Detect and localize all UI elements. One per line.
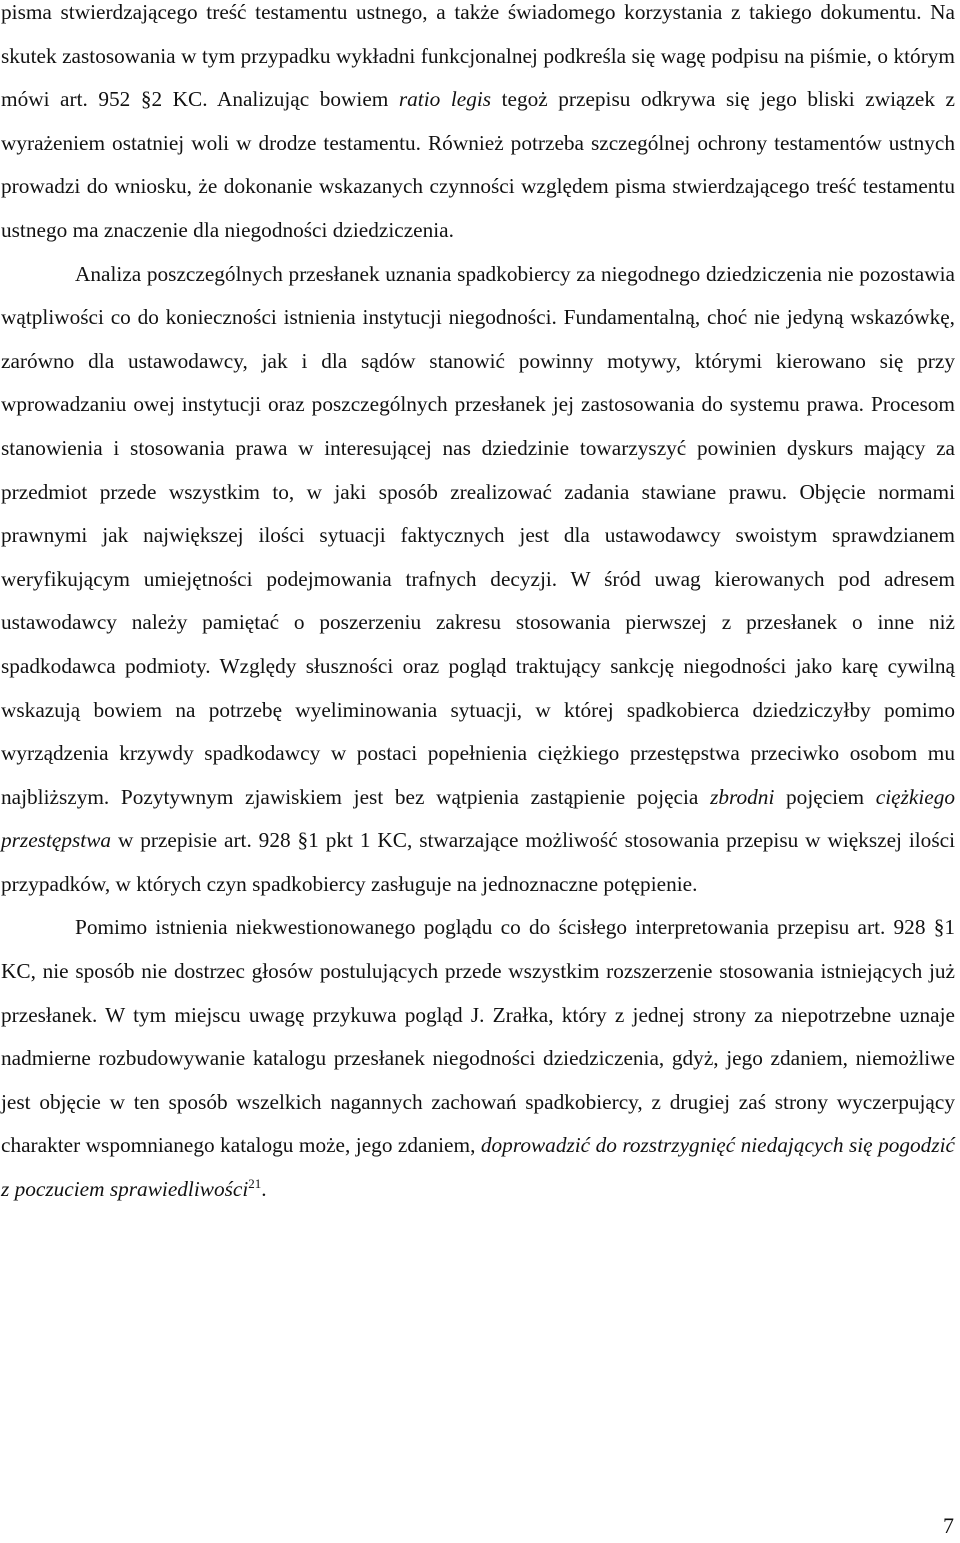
paragraph-continuation-text: pisma stwierdzającego treść testamentu ustnego, a także świadomego korzystania z takiego dokumentu. Na skutek zastosowania w tym przypadku wykładni funkcjonalnej podkreśla się wagę podpisu na piśmie, o którym mówi art. 952 §2 KC. Analizując bowiem [1,0,955,112]
paragraph-analysis-text: Analiza poszczególnych przesłanek uznania spadkobiercy za niegodnego dziedziczenia nie pozostawia wątpliwości co do konieczności istnienia instytucji niegodności. Fundamentalną, choć nie jedyną wskazówkę, zarówno dla ustawodawcy, jak i dla sądów stanowić powinny motywy, którymi kierowano się przy wprowadzaniu owej instytucji oraz poszczególnych przesłanek jej zastosowania do systemu prawa. Procesom stanowienia i stosowania prawa w interesującej nas dziedzinie towarzyszyć powinien dyskurs mający za przedmiot przede wszystkim to, w jaki sposób zrealizować zadania stawiane prawu. Objęcie normami prawnymi jak największej ilości sytuacji faktycznych jest dla ustawodawcy swoistym sprawdzianem weryfikującym umiejętności podejmowania trafnych decyzji. W śród uwag kierowanych pod adresem ustawodawcy należy pamiętać o poszerzeniu zakresu stosowania pierwszej z przesłanek o inne niż spadkodawca podmioty. Względy słuszności oraz pogląd traktujący sankcję niegodności jako karę cywilną wskazują bowiem na potrzebę wyeliminowania sytuacji, w której spadkobierca dziedziczyłby pomimo wyrządzenia krzywdy spadkodawcy w postaci popełnienia ciężkiego przestępstwa przeciwko osobom mu najbliższym. Pozytywnym zjawiskiem jest bez wątpienia zastąpienie pojęcia [1,261,955,809]
paragraph-analysis-closing: w przepisie art. 928 §1 pkt 1 KC, stwarzające możliwość stosowania przepisu w większej ilości przypadków, w których czyn spadkobiercy zasługuje na jednoznaczne potępienie. [1,828,955,896]
between-terms-text: pojęciem [774,784,876,809]
final-period: . [261,1177,267,1202]
paragraph-continuation [1,0,955,253]
paragraph-views-text: Pomimo istnienia niekwestionowanego poglądu co do ścisłego interpretowania przepisu art. 928 §1 KC, nie sposób nie dostrzec głosów postulujących przede wszystkim rozszerzenie stosowania istniejących już przesłanek. W tym miejscu uwagę przykuwa pogląd J. Zrałka, który z jednej strony za niepotrzebne uznaje nadmierne rozbudowywanie katalogu przesłanek niegodności dziedziczenia, gdyż, jego zdaniem, niemożliwe jest objęcie w ten sposób wszelkich nagannych zachowań spadkobiercy, z drugiej zaś strony wyczerpujący charakter wspomnianego katalogu może, jego zdaniem, [1,915,955,1158]
document-body [1,0,955,1212]
ratio-legis-term: ratio legis [398,87,492,112]
footnote-reference[interactable]: 21 [248,1175,262,1191]
paragraph-analysis [1,253,955,907]
page-number: 7 [943,1513,954,1538]
paragraph-continuation-rest: tegoż przepisu odkrywa się jego bliski związek z wyrażeniem ostatniej woli w drodze testamentu. Również potrzeba szczególnej ochrony testamentów ustnych prowadzi do wniosku, że dokonanie wskazanych czynności względem pisma stwierdzającego treść testamentu ustnego ma znaczenie dla niegodności dziedziczenia. [1,87,955,242]
zbrodni-term: zbrodni [710,784,775,809]
paragraph-views [1,906,955,1211]
ciezkiego-przestepstwa-term: ciężkiego przestępstwa [1,784,956,853]
sprawiedliwosci-quote: doprowadzić do rozstrzygnięć niedających się pogodzić z poczuciem sprawiedliwości [1,1133,955,1202]
